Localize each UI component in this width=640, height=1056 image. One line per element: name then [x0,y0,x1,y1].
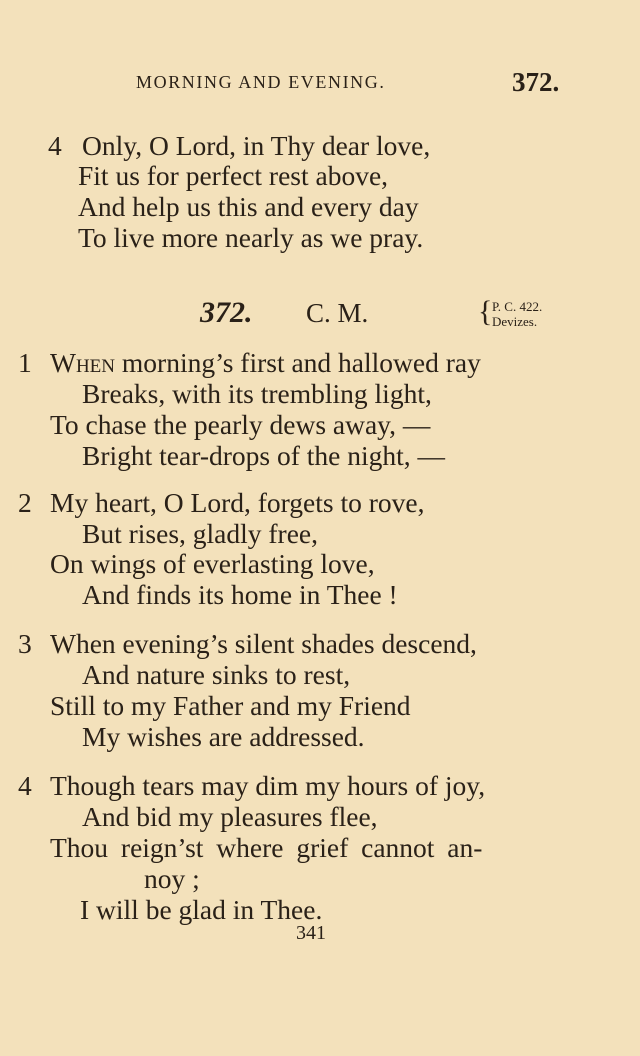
tune-reference: P. C. 422. [492,299,543,314]
stanza-number: 1 [18,347,32,378]
first-line-rest: morning’s first and hallowed ray [115,347,481,378]
tune-reference: Devizes. [492,314,538,329]
verse-line: And help us this and every day [78,191,419,222]
verse-line: My wishes are addressed. [82,721,365,752]
verse-line: When evening’s silent shades descend, [50,628,477,659]
verse-line: Though tears may dim my hours of joy, [50,770,486,801]
stanza-number: 4 [48,130,62,161]
page-number: 341 [296,922,326,944]
verse-line: And finds its home in Thee ! [82,579,398,610]
stanza-number: 2 [18,487,32,518]
verse-line: On wings of everlasting love, [50,548,375,579]
stanza-number: 4 [18,770,32,801]
verse-line: noy ; [144,863,200,894]
verse-line: Breaks, with its trembling light, [82,378,432,409]
verse-line: To chase the pearly dews away, — [50,409,431,440]
hymn-meter: C. M. [306,298,369,328]
first-word: When [50,347,116,378]
tune-references [492,299,542,329]
verse-line: I will be glad in Thee. [80,894,323,925]
verse-line: And nature sinks to rest, [82,659,351,690]
verse-line: Fit us for perfect rest above, [78,160,389,191]
header-hymn-number: 372. [512,67,560,97]
verse-line: But rises, gladly free, [82,518,318,549]
verse-line: Only, O Lord, in Thy dear love, [82,130,431,161]
stanza-number: 3 [18,628,32,659]
tune-brace: { [478,295,493,328]
verse-line: And bid my pleasures flee, [82,801,378,832]
page-header [0,67,640,104]
verse-line: Bright tear-drops of the night, — [82,440,445,471]
hymn-heading [0,296,640,336]
verse-line: My heart, O Lord, forgets to rove, [50,487,425,518]
verse-line: Thou reign’st where grief cannot an- [50,832,483,863]
verse-line: Still to my Father and my Friend [50,690,411,721]
running-title: MORNING AND EVENING. [136,72,386,92]
verse-line [50,349,481,377]
hymn-number: 372. [200,296,253,329]
verse-line: To live more nearly as we pray. [78,222,424,253]
